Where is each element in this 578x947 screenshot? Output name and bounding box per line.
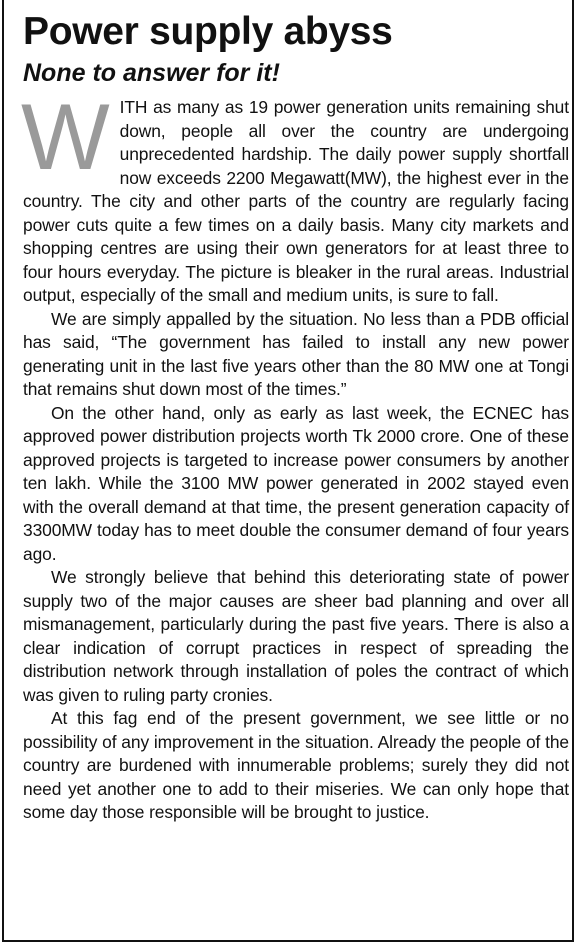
- headline: Power supply abyss: [23, 10, 393, 53]
- paragraph-2: We are simply appalled by the situation. No less than a PDB official has said, “The government has failed to install any new power generating unit in the last five years other than the 80 MW one at Tongi that remains shut down most of the times.”: [23, 308, 569, 399]
- paragraph-1-text: ITH as many as 19 power generation units remaining shut down, people all over the country are undergoing unprecedented hardship. The daily power supply shortfall now exceeds 2200 Megawatt(MW), the highest ever in the country. The city and other parts of the country are regularly facing power cuts quite a few times on a daily basis. Many city markets and shopping centres are using their own generators for at least three to four hours everyday. The picture is bleaker in the rural areas. Industrial output, especially of the small and medium units, is sure to fall.: [23, 97, 569, 305]
- deck-subtitle: None to answer for it!: [23, 59, 280, 87]
- paragraph-1: [21, 84, 569, 308]
- drop-cap: W: [21, 84, 110, 189]
- article-body: [21, 84, 569, 825]
- paragraph-3: On the other hand, only as early as last week, the ECNEC has approved power distribution projects worth Tk 2000 crore. One of these approved projects is targeted to increase power consumers by another ten lakh. While the 3100 MW power generated in 2002 stayed even with the overall demand at that time, the present generation capacity of 3300MW today has to meet double the consumer demand of four years ago.: [23, 402, 569, 564]
- paragraph-5: At this fag end of the present government, we see little or no possibility of any improvement in the situation. Already the people of the country are burdened with innumerable problems; surely they did not need yet another one to add to their miseries. We can only hope that some day those responsible will be brought to justice.: [23, 708, 569, 822]
- paragraph-4: We strongly believe that behind this deteriorating state of power supply two of the major causes are sheer bad planning and over all mismanagement, particularly during the past five years. There is also a clear indication of corrupt practices in respect of spreading the distribution network through installation of poles the contract of which was given to ruling party cronies.: [23, 567, 569, 705]
